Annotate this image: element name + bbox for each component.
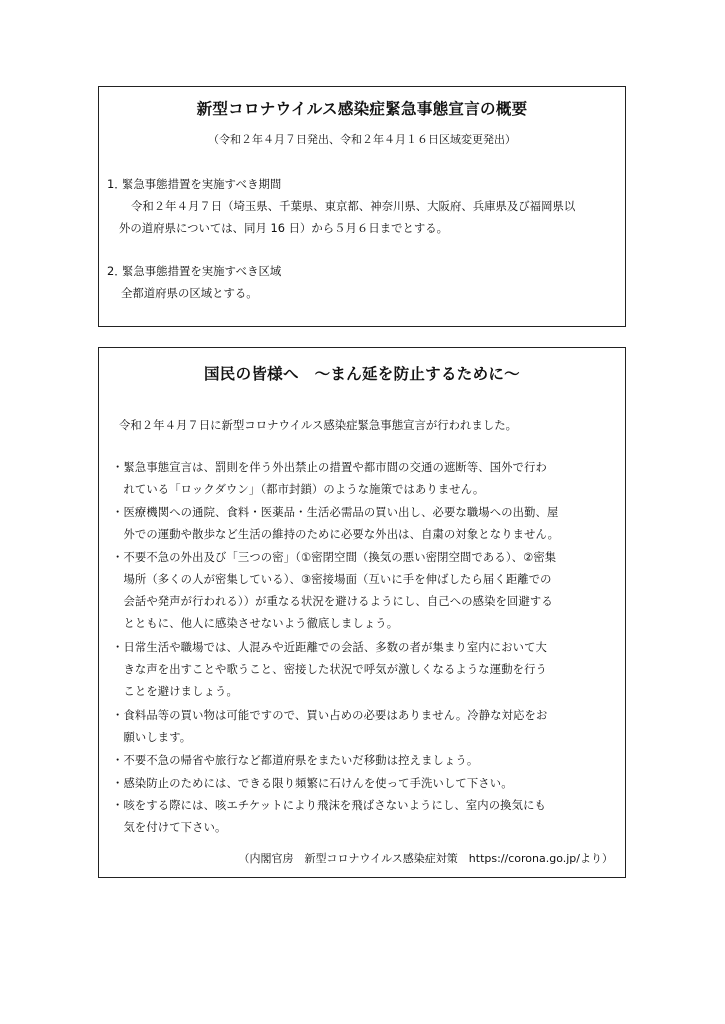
- public-message-title: 国民の皆様へ ～まん延を防止するために～: [203, 365, 520, 383]
- section-2-number: 2．: [107, 264, 126, 278]
- section-1-heading-text: 緊急事態措置を実施すべき期間: [122, 177, 282, 191]
- bullet-3-line-2: 場所（多くの人が密集している）、③密接場面（互いに手を伸ばしたら届く距離での: [112, 573, 552, 586]
- section-2-heading-text: 緊急事態措置を実施すべき区域: [122, 264, 282, 278]
- source-attribution: （内閣官房 新型コロナウイルス感染症対策 https://corona.go.jp/より）: [238, 852, 613, 865]
- section-2-line-1: 全都道府県の区域とする。: [121, 286, 258, 300]
- bullet-6-line-1: ・不要不急の帰省や旅行など都道府県をまたいだ移動は控えましょう。: [112, 754, 479, 767]
- section-2-heading: [107, 263, 281, 279]
- bullet-4-line-3: ことを避けましょう。: [112, 685, 238, 698]
- bullet-8-line-2: 気を付けて下さい。: [112, 821, 227, 834]
- emergency-overview-box: [98, 86, 626, 327]
- section-1-line-2: 外の道府県については、同月 16 日）から５月６日までとする。: [119, 221, 449, 235]
- bullet-8-line-1: ・咳をする際には、咳エチケットにより飛沫を飛ばさないようにし、室内の換気にも: [112, 799, 546, 812]
- bullet-5-line-2: 願いします。: [112, 731, 192, 744]
- section-1-heading: [107, 176, 281, 192]
- bullet-1-line-1: ・緊急事態宣言は、罰則を伴う外出禁止の措置や都市間の交通の遮断等、国外で行わ: [112, 461, 547, 474]
- bullet-2-line-2: 外での運動や散歩など生活の維持のために必要な外出は、自粛の対象となりません。: [112, 528, 560, 541]
- bullet-4-line-2: きな声を出すことや歌うこと、密接した状況で呼気が激しくなるような運動を行う: [112, 663, 547, 676]
- bullet-7-line-1: ・感染防止のためには、できる限り頻繁に石けんを使って手洗いして下さい。: [112, 777, 513, 790]
- intro-text: 令和２年４月７日に新型コロナウイルス感染症緊急事態宣言が行われました。: [119, 418, 517, 432]
- bullet-3-line-4: とともに、他人に感染させないよう徹底しましょう。: [112, 617, 399, 630]
- section-1-number: 1．: [107, 177, 126, 191]
- bullet-3-line-1: ・不要不急の外出及び「三つの密」（①密閉空間（換気の悪い密閉空間である）、②密集: [112, 551, 557, 564]
- bullet-4-line-1: ・日常生活や職場では、人混みや近距離での会話、多数の者が集まり室内において大: [112, 641, 547, 654]
- bullet-5-line-1: ・食料品等の買い物は可能ですので、買い占めの必要はありません。冷静な対応をお: [112, 709, 548, 722]
- overview-title: 新型コロナウイルス感染症緊急事態宣言の概要: [196, 100, 528, 118]
- public-message-box: [98, 347, 626, 878]
- bullet-2-line-1: ・医療機関への通院、食料・医薬品・生活必需品の買い出し、必要な職場への出勤、屋: [112, 506, 559, 519]
- bullet-3-line-3: 会話や発声が行われる））が重なる状況を避けるようにし、自己への感染を回避する: [112, 595, 553, 608]
- overview-subtitle: （令和２年４月７日発出、令和２年４月１６日区域変更発出）: [208, 133, 516, 146]
- bullet-1-line-2: れている「ロックダウン」（都市封鎖）のような施策ではありません。: [112, 483, 485, 496]
- section-1-line-1: 令和２年４月７日（埼玉県、千葉県、東京都、神奈川県、大阪府、兵庫県及び福岡県以: [131, 199, 576, 213]
